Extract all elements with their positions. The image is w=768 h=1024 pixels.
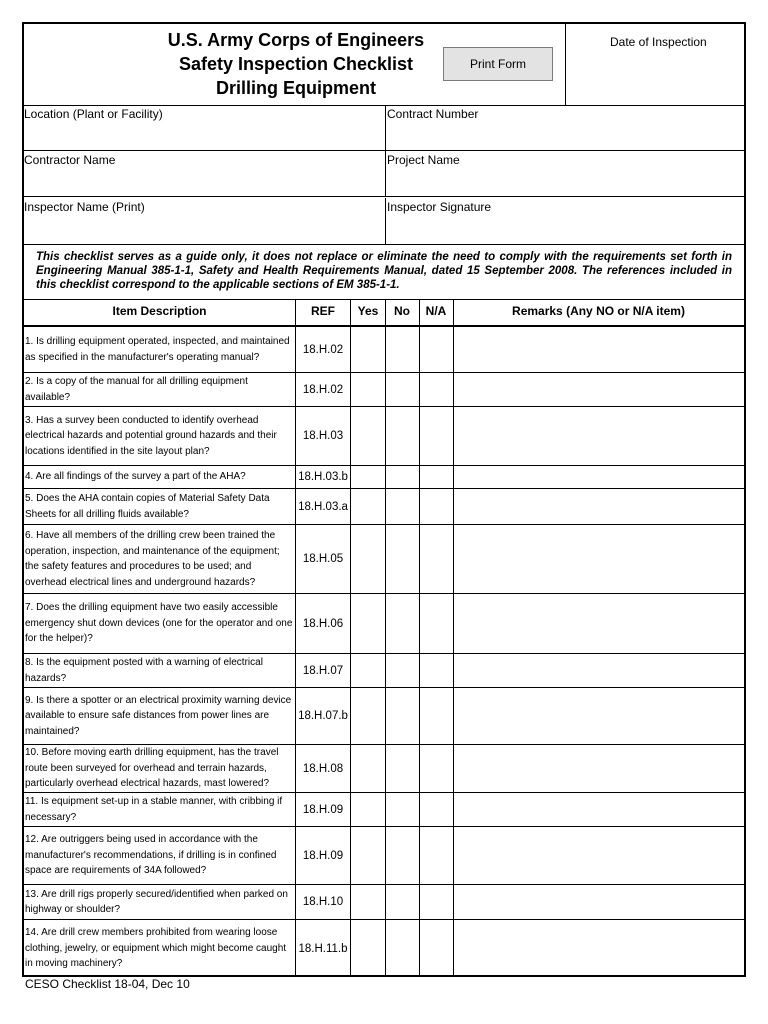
footer-text: CESO Checklist 18-04, Dec 10: [25, 977, 190, 991]
item-ref-text: 18.H.08: [302, 762, 344, 775]
no-cell[interactable]: [386, 373, 419, 406]
no-cell[interactable]: [386, 885, 419, 919]
no-cell[interactable]: [386, 466, 419, 488]
na-cell[interactable]: [420, 745, 453, 792]
yes-cell[interactable]: [351, 373, 385, 406]
remarks-cell[interactable]: [454, 327, 744, 372]
item-ref: [296, 827, 350, 884]
item-text: 9. Is there a spotter or an electrical proximity warning device available to ensure safe distances from power lines are maintained?: [25, 694, 292, 737]
remarks-cell[interactable]: [454, 793, 744, 826]
no-cell[interactable]: [386, 654, 419, 687]
item-ref: [296, 327, 350, 372]
remarks-cell[interactable]: [454, 827, 744, 884]
remarks-cell[interactable]: [454, 466, 744, 488]
remarks-cell[interactable]: [454, 594, 744, 653]
item-text: 13. Are drill rigs properly secured/identified when parked on highway or shoulder?: [25, 888, 288, 915]
inspector-signature-label: Inspector Signature: [387, 200, 492, 214]
item-text: 2. Is a copy of the manual for all drilling equipment available?: [25, 376, 248, 403]
item-ref: [296, 407, 350, 465]
no-cell[interactable]: [386, 407, 419, 465]
item-text: 12. Are outriggers being used in accordance with the manufacturer's recommendations, if drilling is in confined space are requirements of 34A followed?: [25, 834, 277, 877]
no-cell[interactable]: [386, 827, 419, 884]
item-text: 7. Does the drilling equipment have two easily accessible emergency shut down devices (one for the operator and one for the helper)?: [25, 602, 293, 645]
item-ref: [296, 373, 350, 406]
yes-cell[interactable]: [351, 327, 385, 372]
item-ref-text: 18.H.03.a: [298, 500, 348, 513]
yes-cell[interactable]: [351, 745, 385, 792]
no-cell[interactable]: [386, 327, 419, 372]
item-ref-text: 18.H.05: [302, 553, 344, 565]
item-description: [25, 920, 295, 977]
item-ref-text: 18.H.03.b: [298, 471, 348, 483]
no-cell[interactable]: [386, 688, 419, 744]
item-ref: [296, 793, 350, 826]
na-cell[interactable]: [420, 594, 453, 653]
na-cell[interactable]: [420, 793, 453, 826]
no-cell[interactable]: [386, 745, 419, 792]
item-description: [25, 793, 295, 826]
item-description: [25, 525, 295, 593]
item-ref-text: 18.H.02: [302, 383, 344, 396]
remarks-cell[interactable]: [454, 920, 744, 977]
no-cell[interactable]: [386, 594, 419, 653]
item-ref: [296, 525, 350, 593]
item-text: 8. Is the equipment posted with a warning of electrical hazards?: [25, 657, 263, 684]
notice-text: This checklist serves as a guide only, it does not replace or eliminate the need to comply with the requirements set forth in Engineering Manual 385-1-1, Safety and Health Requirements Manual, dated 15 September 2008. The references included in this checklist correspond to the applicable sections of EM 385-1-1.: [24, 245, 744, 300]
item-description: [25, 745, 295, 792]
item-description: [25, 407, 295, 465]
item-ref: [296, 688, 350, 744]
item-ref-text: 18.H.10: [302, 896, 344, 908]
date-of-inspection-field[interactable]: [565, 24, 744, 105]
remarks-cell[interactable]: [454, 489, 744, 524]
info-row-2: [24, 151, 744, 197]
item-text: 1. Is drilling equipment operated, inspected, and maintained as specified in the manufacturer's operating manual?: [25, 336, 290, 363]
item-description: [25, 594, 295, 653]
remarks-cell[interactable]: [454, 373, 744, 406]
item-ref: [296, 885, 350, 919]
item-description: [25, 489, 295, 524]
item-text: 11. Is equipment set-up in a stable manner, with cribbing if necessary?: [25, 796, 283, 823]
item-description: [25, 327, 295, 372]
remarks-cell[interactable]: [454, 525, 744, 593]
checklist-form: [22, 22, 746, 977]
item-description: [25, 466, 295, 488]
no-cell[interactable]: [386, 920, 419, 977]
contract-number-label: Contract Number: [387, 107, 479, 121]
item-description: [25, 885, 295, 919]
item-text: 10. Before moving earth drilling equipment, has the travel route been surveyed for overhead and terrain hazards, particularly overhead electrical hazards, mast lowered?: [25, 747, 279, 790]
location-label: Location (Plant or Facility): [24, 107, 163, 121]
col-item-description: Item Description: [112, 304, 207, 318]
yes-cell[interactable]: [351, 688, 385, 744]
remarks-cell[interactable]: [454, 407, 744, 465]
yes-cell[interactable]: [351, 407, 385, 465]
item-text: 5. Does the AHA contain copies of Material Safety Data Sheets for all drilling fluids available?: [25, 493, 270, 520]
item-ref-text: 18.H.09: [302, 849, 344, 862]
na-cell[interactable]: [420, 327, 453, 372]
info-row-1: [24, 105, 744, 151]
date-of-inspection-label: Date of Inspection: [610, 35, 707, 49]
item-ref: [296, 654, 350, 687]
col-yes: Yes: [357, 304, 379, 318]
form-title: [119, 28, 473, 100]
item-text: 3. Has a survey been conducted to identify overhead electrical hazards and potential ground hazards and their locations identified in the site layout plan?: [25, 414, 277, 457]
item-ref-text: 18.H.09: [302, 803, 344, 816]
item-ref-text: 18.H.06: [302, 617, 344, 630]
item-text: 14. Are drill crew members prohibited from wearing loose clothing, jewelry, or equipment which might become caught in moving machinery?: [25, 927, 287, 970]
yes-cell[interactable]: [351, 827, 385, 884]
info-row-3: [24, 198, 744, 245]
yes-cell[interactable]: [351, 489, 385, 524]
na-cell[interactable]: [420, 654, 453, 687]
item-ref: [296, 466, 350, 488]
remarks-cell[interactable]: [454, 688, 744, 744]
yes-cell[interactable]: [351, 654, 385, 687]
print-form-button[interactable]: Print Form: [443, 47, 553, 81]
remarks-cell[interactable]: [454, 745, 744, 792]
na-cell[interactable]: [420, 407, 453, 465]
item-description: [25, 688, 295, 744]
title-line-3: Drilling Equipment: [216, 78, 376, 98]
na-cell[interactable]: [420, 885, 453, 919]
project-name-label: Project Name: [387, 153, 460, 167]
yes-cell[interactable]: [351, 885, 385, 919]
no-cell[interactable]: [386, 793, 419, 826]
item-description: [25, 827, 295, 884]
no-cell[interactable]: [386, 489, 419, 524]
form-header: [24, 24, 744, 106]
remarks-cell[interactable]: [454, 885, 744, 919]
col-remarks: Remarks (Any NO or N/A item): [512, 304, 685, 318]
remarks-cell[interactable]: [454, 654, 744, 687]
na-cell[interactable]: [420, 688, 453, 744]
yes-cell[interactable]: [351, 466, 385, 488]
item-description: [25, 373, 295, 406]
title-line-1: U.S. Army Corps of Engineers: [167, 30, 425, 50]
item-text: 4. Are all findings of the survey a part of the AHA?: [25, 471, 246, 483]
item-text: 6. Have all members of the drilling crew been trained the operation, inspection, and maintenance of the equipment; the safety features and procedures to be used; and overhead electrical lines and underground hazards?: [25, 530, 280, 588]
contractor-name-label: Contractor Name: [24, 153, 116, 167]
info-divider: [385, 198, 386, 244]
no-cell[interactable]: [386, 525, 419, 593]
na-cell[interactable]: [420, 920, 453, 977]
na-cell[interactable]: [420, 827, 453, 884]
na-cell[interactable]: [420, 373, 453, 406]
yes-cell[interactable]: [351, 793, 385, 826]
col-no: No: [394, 304, 410, 318]
col-na: N/A: [425, 304, 447, 318]
item-description: [25, 654, 295, 687]
na-cell[interactable]: [420, 489, 453, 524]
item-ref-text: 18.H.07: [302, 664, 344, 677]
na-cell[interactable]: [420, 525, 453, 593]
item-ref-text: 18.H.02: [302, 343, 344, 356]
item-ref: [296, 920, 350, 977]
title-line-2: Safety Inspection Checklist: [178, 54, 414, 74]
info-divider: [385, 105, 386, 150]
yes-cell[interactable]: [351, 920, 385, 977]
item-ref-text: 18.H.07.b: [298, 710, 348, 722]
info-divider: [385, 151, 386, 196]
item-ref: [296, 594, 350, 653]
na-cell[interactable]: [420, 466, 453, 488]
item-ref: [296, 489, 350, 524]
item-ref-text: 18.H.11.b: [298, 942, 348, 955]
col-ref: REF: [311, 304, 335, 318]
item-ref: [296, 745, 350, 792]
item-ref-text: 18.H.03: [302, 430, 344, 442]
yes-cell[interactable]: [351, 525, 385, 593]
inspector-name-label: Inspector Name (Print): [24, 200, 145, 214]
yes-cell[interactable]: [351, 594, 385, 653]
